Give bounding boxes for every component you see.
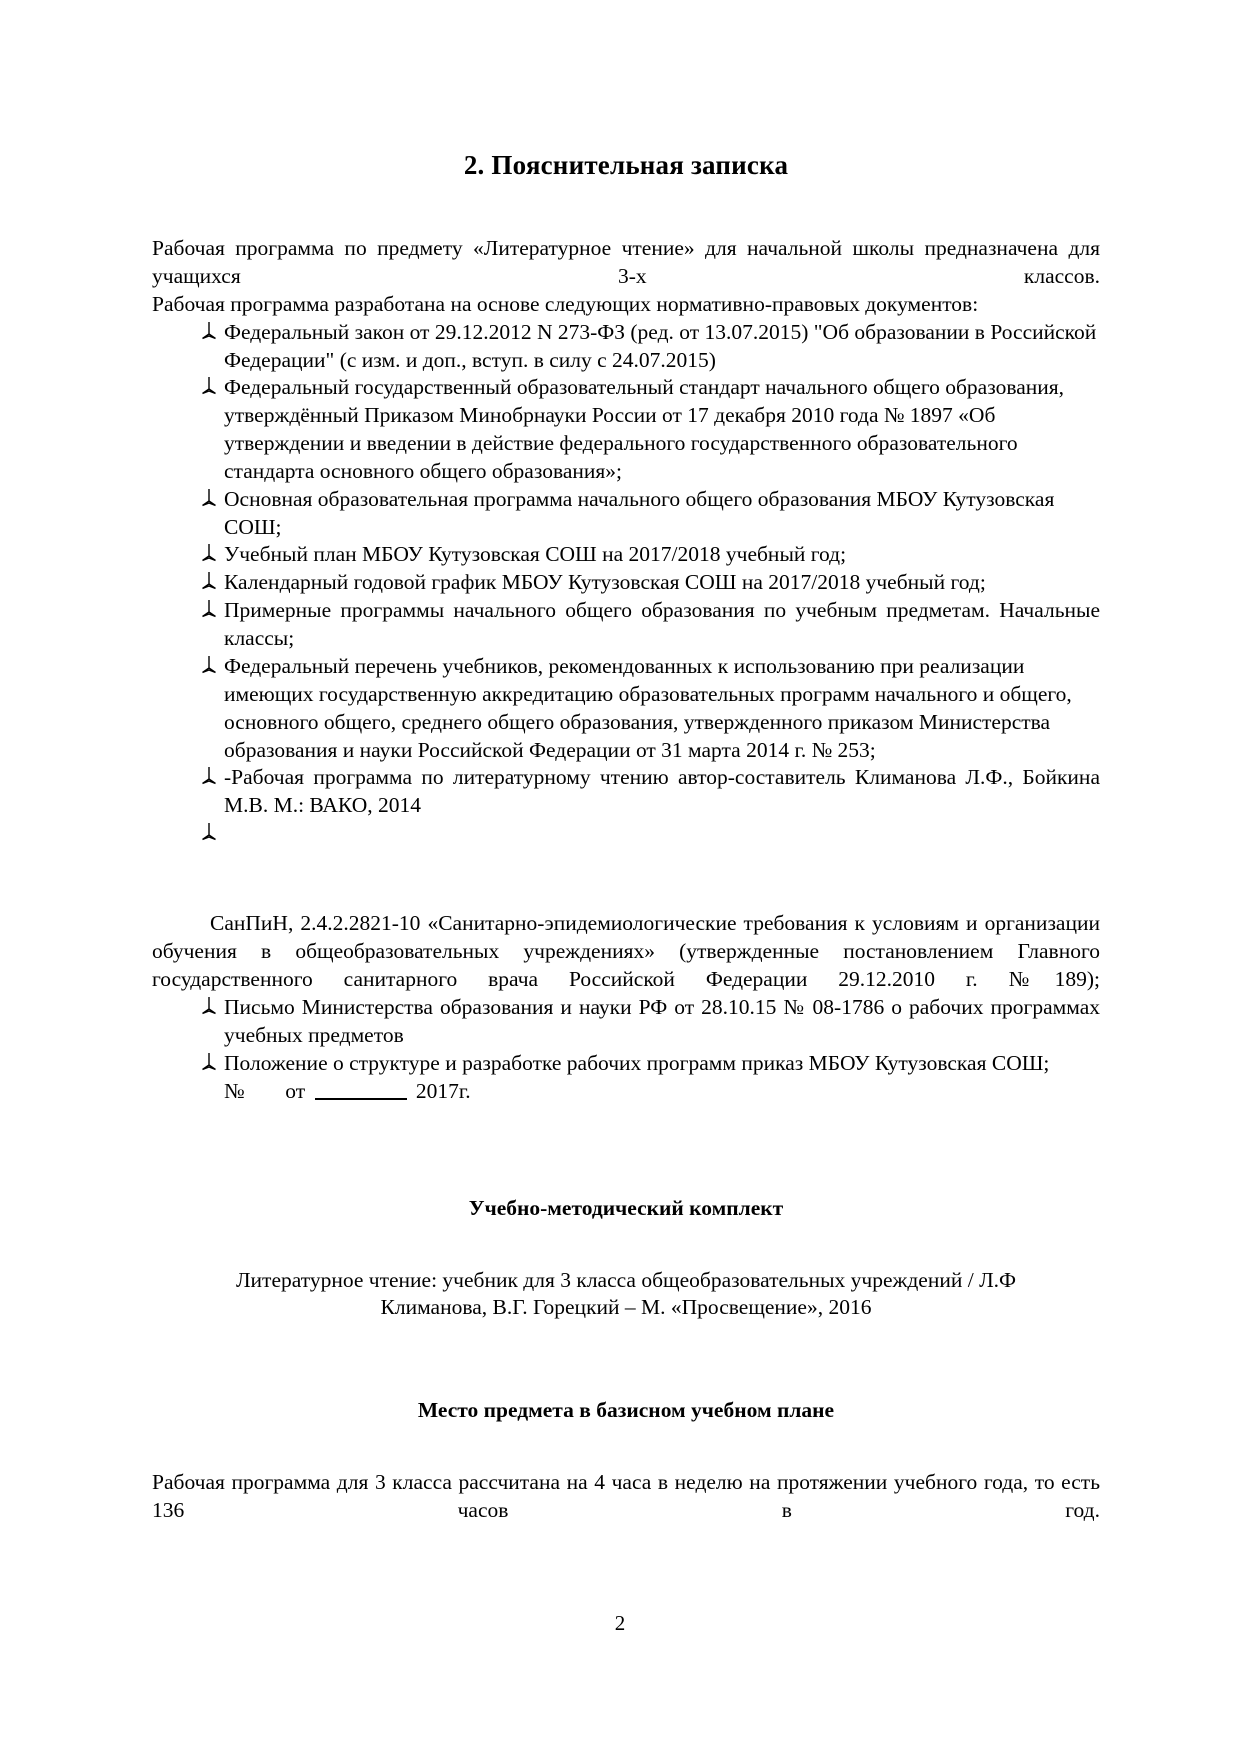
list-item	[152, 486, 1100, 542]
list-item-label: -Рабочая программа по литературному чтению автор-составитель Климанова Л.Ф., Бойкина М.В. М.: ВАКО, 2014	[224, 765, 1100, 818]
list-item-empty	[152, 820, 1100, 848]
spacer	[152, 848, 1100, 910]
list-item	[152, 374, 1100, 485]
list-item-label: Федеральный закон от 29.12.2012 N 273-ФЗ (ред. от 13.07.2015) "Об образовании в Российской Федерации" (с изм. и доп., вступ. в силу с 24.07.2015)	[224, 319, 1097, 372]
order-number-label: №	[224, 1078, 245, 1103]
list-item-label: Примерные программы начального общего образования по учебным предметам. Начальные классы;	[224, 598, 1100, 651]
umk-reference-line-1: Литературное чтение: учебник для 3 класса общеобразовательных учреждений / Л.Ф	[235, 1267, 1017, 1292]
place-in-plan-paragraph: Рабочая программа для 3 класса рассчитана на 4 часа в неделю на протяжении учебного года, то есть 136 часов в год.	[152, 1470, 1100, 1523]
spacer	[152, 1168, 1100, 1196]
spacer	[152, 1221, 1100, 1267]
list-item	[152, 319, 1100, 375]
trident-bullet-icon	[200, 321, 218, 343]
trident-bullet-icon	[200, 488, 218, 510]
trident-bullet-icon	[200, 543, 218, 565]
intro-paragraph-1: Рабочая программа по предмету «Литературное чтение» для начальной школы предназначена для учащихся 3-х классов.	[152, 236, 1100, 288]
trident-bullet-icon	[200, 766, 218, 788]
list-item	[152, 541, 1100, 569]
spacer	[152, 1106, 1100, 1168]
list-item-label: Письмо Министерства образования и науки РФ от 28.10.15 № 08-1786 о рабочих программах учебных предметов	[224, 994, 1100, 1047]
list-item	[152, 1050, 1100, 1078]
trident-bullet-icon	[200, 822, 218, 844]
trident-bullet-icon	[200, 655, 218, 677]
place-in-plan-heading: Место предмета в базисном учебном плане	[417, 1398, 835, 1423]
umk-heading: Учебно-методический комплект	[468, 1195, 784, 1220]
list-item-label: Федеральный государственный образовательный стандарт начального общего образования, утверждённый Приказом Минобрнауки России от 17 декабря 2010 года № 1897 «Об утверждении и введении в действие федерального государственного образовательного стандарта основного общего образования»;	[224, 375, 1065, 483]
page-number: 2	[614, 1611, 626, 1635]
trident-bullet-icon	[200, 996, 218, 1018]
order-from-label: от	[285, 1078, 306, 1103]
list-item-label: Основная образовательная программа начального общего образования МБОУ Кутузовская СОШ;	[224, 486, 1055, 539]
spacer	[152, 1384, 1100, 1398]
list-item-label: Положение о структуре и разработке рабочих программ приказ МБОУ Кутузовская СОШ;	[224, 1050, 1050, 1075]
trident-bullet-icon	[200, 599, 218, 621]
spacer	[152, 1423, 1100, 1469]
list-item-label: Календарный годовой график МБОУ Кутузовская СОШ на 2017/2018 учебный год;	[224, 570, 986, 595]
spacer	[152, 1322, 1100, 1384]
order-date-blank[interactable]	[315, 1082, 407, 1100]
list-item	[152, 597, 1100, 653]
page-title: 2. Пояснительная записка	[463, 150, 789, 180]
list-item	[152, 764, 1100, 820]
trident-bullet-icon	[200, 1052, 218, 1074]
sanpin-paragraph: СанПиН, 2.4.2.2821-10 «Санитарно-эпидемиологические требования к условиям и организации обучения в общеобразовательных учреждениях» (утвержденные постановлением Главного государственного санитарного врача Российской Федерации 29.12.2010 г. №189);	[152, 911, 1100, 991]
list-item	[152, 569, 1100, 597]
additional-documents-list	[152, 994, 1100, 1106]
umk-reference-line-2: Климанова, В.Г. Горецкий – М. «Просвещение», 2016	[380, 1295, 872, 1320]
normative-documents-list	[152, 319, 1100, 848]
list-item-label: Федеральный перечень учебников, рекомендованных к использованию при реализации имеющих государственную аккредитацию образовательных программ начального и общего, основного общего, среднего общего образования, утвержденного приказом Министерства образования и науки Российской Федерации от 31 марта 2014 г. № 253;	[224, 654, 1072, 762]
order-year-label: 2017г.	[415, 1078, 471, 1103]
trident-bullet-icon	[200, 376, 218, 398]
list-item-label: Учебный план МБОУ Кутузовская СОШ на 2017/2018 учебный год;	[224, 542, 847, 567]
list-item	[152, 994, 1100, 1050]
trident-bullet-icon	[200, 571, 218, 593]
intro-paragraph-2: Рабочая программа разработана на основе следующих нормативно-правовых документов:	[152, 291, 979, 316]
list-item	[152, 653, 1100, 764]
order-number-line	[152, 1078, 1100, 1106]
